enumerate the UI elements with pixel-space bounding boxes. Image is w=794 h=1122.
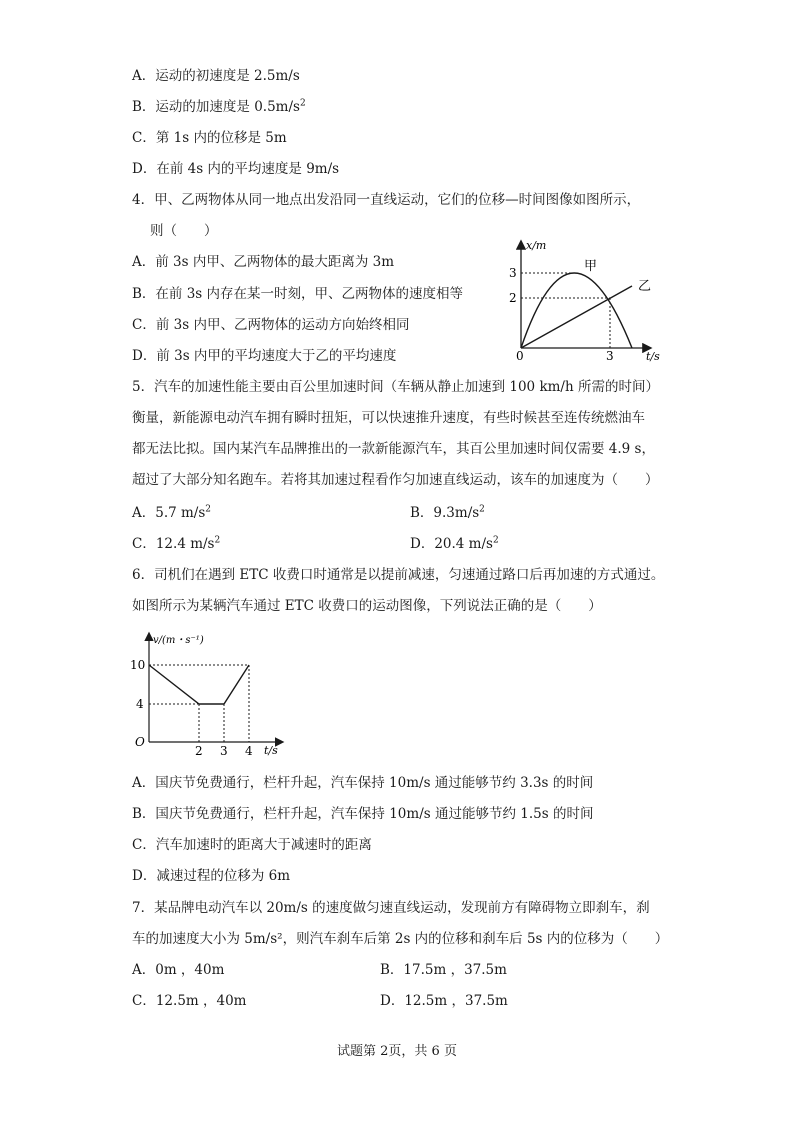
q6-xtick-2: 2 — [195, 744, 203, 758]
q4-stem-line2: 则（ ） — [150, 223, 218, 239]
q4-xt-graph — [500, 236, 660, 366]
q7-option-b: B．17.5m ，37.5m — [380, 962, 507, 978]
q6-vt-graph — [130, 630, 290, 760]
q6-origin: O — [135, 735, 145, 749]
q6-line1: 6．司机们在遇到 ETC 收费口时通常是以提前减速，匀速通过路口后再加速的方式通过。 — [132, 567, 665, 583]
q5-line3: 都无法比拟。国内某汽车品牌推出的一款新能源汽车，其百公里加速时间仅需要 4.9 s， — [132, 441, 655, 457]
q4-option-d: D．前 3s 内甲的平均速度大于乙的平均速度 — [132, 348, 397, 364]
q4-option-b: B．在前 3s 内存在某一时刻，甲、乙两物体的速度相等 — [132, 286, 464, 302]
q6-line2: 如图所示为某辆汽车通过 ETC 收费口的运动图像，下列说法正确的是（ ） — [132, 598, 602, 614]
q6-option-b: B．国庆节免费通行，栏杆升起，汽车保持 10m/s 通过能够节约 1.5s 的时间 — [132, 806, 594, 822]
q4-ytick-2: 2 — [509, 291, 517, 305]
q4-curve-jia — [521, 273, 632, 348]
q4-label-yi: 乙 — [638, 279, 652, 294]
q6-option-a: A．国庆节免费通行，栏杆升起，汽车保持 10m/s 通过能够节约 3.3s 的时间 — [132, 775, 594, 791]
q7-line2: 车的加速度大小为 5m/s²，则汽车刹车后第 2s 内的位移和刹车后 5s 内的位移为（ ） — [132, 931, 669, 947]
q6-ytick-10: 10 — [130, 658, 146, 672]
q6-option-d: D．减速过程的位移为 6m — [132, 868, 291, 884]
q6-option-c: C．汽车加速时的距离大于减速时的距离 — [132, 837, 372, 853]
q4-xtick-3: 3 — [606, 349, 614, 363]
q4-stem-line1: 4．甲、乙两物体从同一地点出发沿同一直线运动，它们的位移—时间图像如图所示， — [132, 192, 641, 208]
q4-line-yi — [521, 286, 632, 348]
q7-option-a: A．0m ，40m — [132, 962, 225, 978]
q6-x-label: t/s — [264, 744, 278, 757]
q7-option-c: C．12.5m ，40m — [132, 993, 247, 1009]
page-footer: 试题第 2页，共 6 页 — [337, 1044, 457, 1059]
q6-xtick-3: 3 — [220, 744, 228, 758]
q5-option-d: D．20.4 $m/s^2$ — [410, 535, 499, 552]
q4-label-jia: 甲 — [584, 259, 598, 274]
q4-ytick-3: 3 — [509, 266, 517, 280]
q6-y-label: v/(m・s⁻¹) — [153, 635, 204, 646]
q7-option-d: D．12.5m ，37.5m — [380, 993, 508, 1009]
q5-option-b: B．$9.3m/s^2$ — [410, 504, 485, 521]
q3-option-d: D．在前 4s 内的平均速度是 9m/s — [132, 161, 340, 177]
q3-option-b: B．运动的加速度是 $0.5m/s^2$ — [132, 98, 306, 115]
q4-x-label: t/s — [646, 350, 660, 363]
q4-option-c: C．前 3s 内甲、乙两物体的运动方向始终相同 — [132, 317, 410, 333]
q3-option-c: C．第 1s 内的位移是 5m — [132, 130, 287, 146]
q6-xtick-4: 4 — [245, 744, 253, 758]
q3-option-a: A．运动的初速度是 2.5m/s — [132, 68, 300, 84]
q5-line2: 衡量，新能源电动汽车拥有瞬时扭矩，可以快速推升速度，有些时候甚至连传统燃油车 — [132, 410, 645, 426]
q7-line1: 7．某品牌电动汽车以 20m/s 的速度做匀速直线运动，发现前方有障碍物立即刹车，刹 — [132, 900, 650, 916]
q5-line1: 5．汽车的加速性能主要由百公里加速时间（车辆从静止加速到 100 km/h 所需的时间） — [132, 379, 659, 395]
q4-option-a: A．前 3s 内甲、乙两物体的最大距离为 3m — [132, 254, 395, 270]
q5-line4: 超过了大部分知名跑车。若将其加速过程看作匀加速直线运动，该车的加速度为（ ） — [132, 472, 659, 488]
q5-option-a: A．5.7 $m/s^2$ — [132, 504, 212, 521]
q4-origin: 0 — [516, 349, 524, 363]
q4-y-label: x/m — [526, 239, 547, 252]
q6-velocity-line — [149, 665, 249, 704]
q6-ytick-4: 4 — [136, 697, 144, 711]
q5-option-c: C．12.4 $m/s^2$ — [132, 535, 221, 552]
